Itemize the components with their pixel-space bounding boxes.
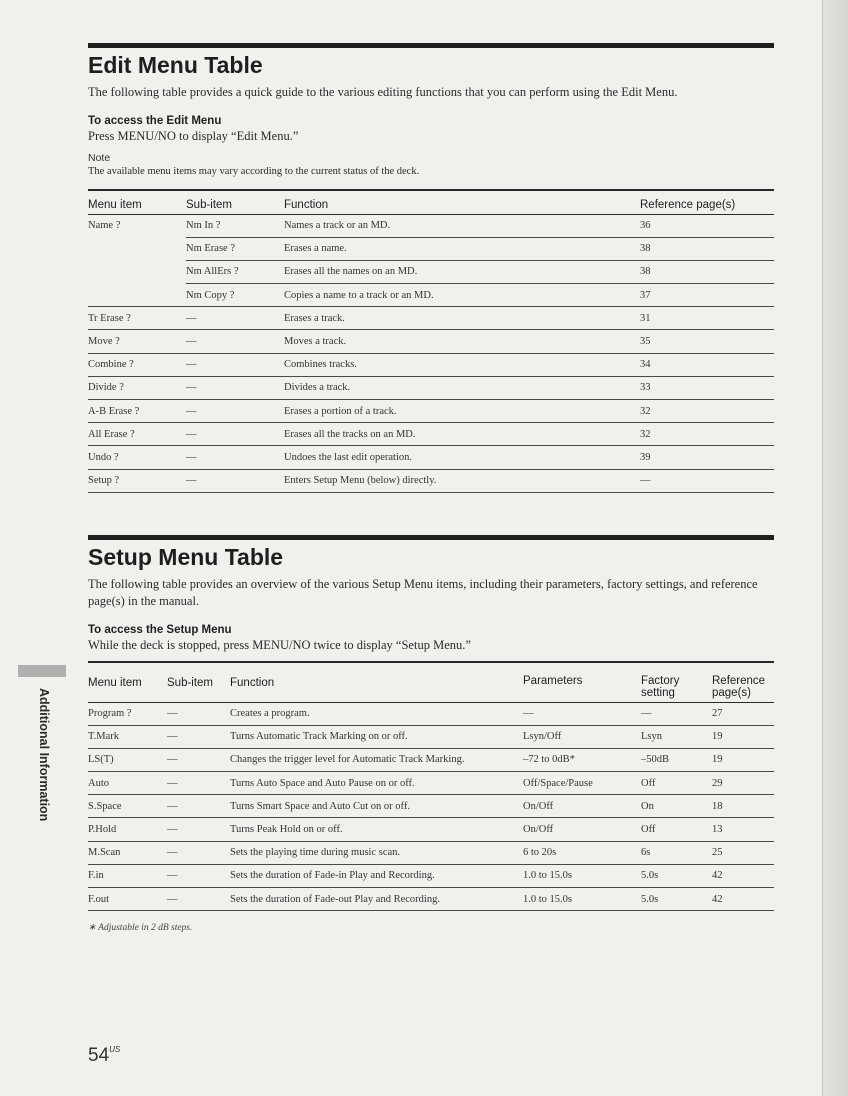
reference-cell: 36 xyxy=(640,214,774,237)
sub-item-cell: — xyxy=(186,400,284,423)
function-cell: Turns Auto Space and Auto Pause on or off. xyxy=(230,772,523,795)
menu-item-cell: Setup ? xyxy=(88,469,186,492)
edit-access-text: Press MENU/NO to display “Edit Menu.” xyxy=(88,129,299,143)
reference-cell: 32 xyxy=(640,400,774,423)
menu-item-cell: T.Mark xyxy=(88,725,167,748)
menu-item-cell: M.Scan xyxy=(88,841,167,864)
column-header: Factory setting xyxy=(641,674,680,699)
menu-item-cell: F.in xyxy=(88,864,167,887)
menu-item-cell: A-B Erase ? xyxy=(88,400,186,423)
table-row xyxy=(88,353,774,376)
page-number xyxy=(88,1045,120,1067)
column-header: Sub-item xyxy=(186,198,233,211)
table-row xyxy=(88,469,774,492)
reference-cell: 42 xyxy=(712,864,774,887)
function-cell: Sets the playing time during music scan. xyxy=(230,841,523,864)
column-header: Reference page(s) xyxy=(640,198,736,211)
sub-item-cell: — xyxy=(167,748,230,771)
parameters-cell: 6 to 20s xyxy=(523,841,641,864)
function-cell: Erases all the tracks on an MD. xyxy=(284,423,640,446)
function-cell: Names a track or an MD. xyxy=(284,214,640,237)
sub-item-cell: — xyxy=(186,423,284,446)
footnote: ∗ Adjustable in 2 dB steps. xyxy=(88,923,193,933)
reference-cell: 27 xyxy=(712,702,774,725)
reference-cell: 19 xyxy=(712,725,774,748)
sub-item-cell: — xyxy=(167,795,230,818)
parameters-cell: 1.0 to 15.0s xyxy=(523,888,641,911)
table-row xyxy=(88,748,774,771)
menu-item-cell xyxy=(88,260,186,283)
reference-cell: 34 xyxy=(640,353,774,376)
reference-cell: 29 xyxy=(712,772,774,795)
menu-item-cell: Move ? xyxy=(88,330,186,353)
setup-access-heading: To access the Setup Menu xyxy=(88,624,232,636)
page-edge xyxy=(822,0,848,1096)
menu-item-cell: All Erase ? xyxy=(88,423,186,446)
sub-item-cell: Nm AllErs ? xyxy=(186,260,284,283)
factory-cell: –50dB xyxy=(641,748,712,771)
reference-cell: 18 xyxy=(712,795,774,818)
menu-item-cell: LS(T) xyxy=(88,748,167,771)
table-row xyxy=(88,237,774,260)
reference-cell: 19 xyxy=(712,748,774,771)
sub-item-cell: — xyxy=(167,725,230,748)
menu-item-cell: Divide ? xyxy=(88,376,186,399)
edit-menu-section xyxy=(88,43,774,493)
edit-access-heading: To access the Edit Menu xyxy=(88,115,222,127)
setup-menu-title: Setup Menu Table xyxy=(88,544,284,570)
sub-item-cell: — xyxy=(186,446,284,469)
table-row xyxy=(88,307,774,330)
function-cell: Moves a track. xyxy=(284,330,640,353)
sub-item-cell: — xyxy=(186,353,284,376)
reference-cell: 33 xyxy=(640,376,774,399)
edit-menu-intro: The following table provides a quick guide to the various editing functions that you can perform using the Edit Menu. xyxy=(88,85,678,99)
factory-cell: 5.0s xyxy=(641,888,712,911)
column-header: Function xyxy=(230,676,275,689)
menu-item-cell xyxy=(88,284,186,307)
parameters-cell: On/Off xyxy=(523,818,641,841)
menu-item-cell: Auto xyxy=(88,772,167,795)
menu-item-cell: Combine ? xyxy=(88,353,186,376)
table-row xyxy=(88,423,774,446)
table-row xyxy=(88,260,774,283)
column-header: Parameters xyxy=(523,674,583,687)
section-rule xyxy=(88,43,774,48)
column-header: Menu item xyxy=(88,676,142,689)
page-number-suffix: US xyxy=(109,1045,121,1054)
factory-cell: Lsyn xyxy=(641,725,712,748)
table-row xyxy=(88,772,774,795)
column-header: Sub-item xyxy=(167,676,214,689)
side-section-label: Additional Information xyxy=(37,688,51,822)
table-row xyxy=(88,214,774,237)
function-cell: Erases a name. xyxy=(284,237,640,260)
function-cell: Changes the trigger level for Automatic Track Marking. xyxy=(230,748,523,771)
reference-cell: 13 xyxy=(712,818,774,841)
reference-cell: 38 xyxy=(640,237,774,260)
table-row xyxy=(88,400,774,423)
page-number-value: 54 xyxy=(88,1045,110,1066)
reference-cell: 38 xyxy=(640,260,774,283)
table-row xyxy=(88,284,774,307)
reference-cell: 25 xyxy=(712,841,774,864)
sub-item-cell: — xyxy=(186,469,284,492)
reference-cell: 32 xyxy=(640,423,774,446)
menu-item-cell: Undo ? xyxy=(88,446,186,469)
table-row xyxy=(88,725,774,748)
reference-cell: 39 xyxy=(640,446,774,469)
reference-cell: — xyxy=(640,469,774,492)
table-row xyxy=(88,841,774,864)
table-row xyxy=(88,446,774,469)
factory-cell: On xyxy=(641,795,712,818)
sub-item-cell: — xyxy=(186,307,284,330)
sub-item-cell: — xyxy=(167,818,230,841)
sub-item-cell: — xyxy=(167,772,230,795)
function-cell: Sets the duration of Fade-out Play and Recording. xyxy=(230,888,523,911)
note-text: The available menu items may vary according to the current status of the deck. xyxy=(88,166,420,177)
sub-item-cell: — xyxy=(167,841,230,864)
side-tab-marker xyxy=(18,665,66,677)
factory-cell: 5.0s xyxy=(641,864,712,887)
sub-item-cell: — xyxy=(186,330,284,353)
table-row xyxy=(88,330,774,353)
function-cell: Erases all the names on an MD. xyxy=(284,260,640,283)
table-row xyxy=(88,864,774,887)
menu-item-cell: Tr Erase ? xyxy=(88,307,186,330)
parameters-cell: Lsyn/Off xyxy=(523,725,641,748)
menu-item-cell: Program ? xyxy=(88,702,167,725)
parameters-cell: — xyxy=(523,702,641,725)
function-cell: Sets the duration of Fade-in Play and Recording. xyxy=(230,864,523,887)
function-cell: Turns Peak Hold on or off. xyxy=(230,818,523,841)
parameters-cell: On/Off xyxy=(523,795,641,818)
table-row xyxy=(88,795,774,818)
factory-cell: Off xyxy=(641,772,712,795)
parameters-cell: 1.0 to 15.0s xyxy=(523,864,641,887)
parameters-cell: Off/Space/Pause xyxy=(523,772,641,795)
menu-item-cell: F.out xyxy=(88,888,167,911)
edit-menu-table xyxy=(88,189,774,493)
setup-menu-section xyxy=(88,535,774,911)
reference-cell: 31 xyxy=(640,307,774,330)
sub-item-cell: Nm Copy ? xyxy=(186,284,284,307)
note-heading: Note xyxy=(88,152,111,164)
sub-item-cell: — xyxy=(167,702,230,725)
setup-menu-intro: The following table provides an overview of the various Setup Menu items, including their parameters, factory settings, and reference page(s) in the manual. xyxy=(88,577,758,608)
column-header: Function xyxy=(284,198,329,211)
function-cell: Enters Setup Menu (below) directly. xyxy=(284,469,640,492)
factory-cell: 6s xyxy=(641,841,712,864)
column-header: Reference page(s) xyxy=(712,674,766,699)
menu-item-cell: Name ? xyxy=(88,220,121,232)
function-cell: Erases a track. xyxy=(284,307,640,330)
column-header: Menu item xyxy=(88,198,142,211)
function-cell: Turns Smart Space and Auto Cut on or off. xyxy=(230,795,523,818)
sub-item-cell: — xyxy=(186,376,284,399)
menu-item-cell: S.Space xyxy=(88,795,167,818)
factory-cell: Off xyxy=(641,818,712,841)
setup-access-text: While the deck is stopped, press MENU/NO twice to display “Setup Menu.” xyxy=(88,638,471,652)
reference-cell: 42 xyxy=(712,888,774,911)
function-cell: Creates a program. xyxy=(230,702,523,725)
sub-item-cell: — xyxy=(167,888,230,911)
table-row xyxy=(88,818,774,841)
function-cell: Undoes the last edit operation. xyxy=(284,446,640,469)
table-row xyxy=(88,702,774,725)
factory-cell: — xyxy=(641,702,712,725)
menu-item-cell: P.Hold xyxy=(88,818,167,841)
sub-item-cell: Nm In ? xyxy=(186,214,284,237)
function-cell: Copies a name to a track or an MD. xyxy=(284,284,640,307)
table-row xyxy=(88,376,774,399)
function-cell: Combines tracks. xyxy=(284,353,640,376)
sub-item-cell: — xyxy=(167,864,230,887)
function-cell: Turns Automatic Track Marking on or off. xyxy=(230,725,523,748)
reference-cell: 37 xyxy=(640,284,774,307)
parameters-cell: –72 to 0dB* xyxy=(523,748,641,771)
function-cell: Erases a portion of a track. xyxy=(284,400,640,423)
table-row xyxy=(88,888,774,911)
section-rule xyxy=(88,535,774,540)
menu-item-cell xyxy=(88,237,186,260)
function-cell: Divides a track. xyxy=(284,376,640,399)
edit-menu-title: Edit Menu Table xyxy=(88,52,263,78)
reference-cell: 35 xyxy=(640,330,774,353)
setup-menu-table xyxy=(88,661,774,911)
sub-item-cell: Nm Erase ? xyxy=(186,237,284,260)
